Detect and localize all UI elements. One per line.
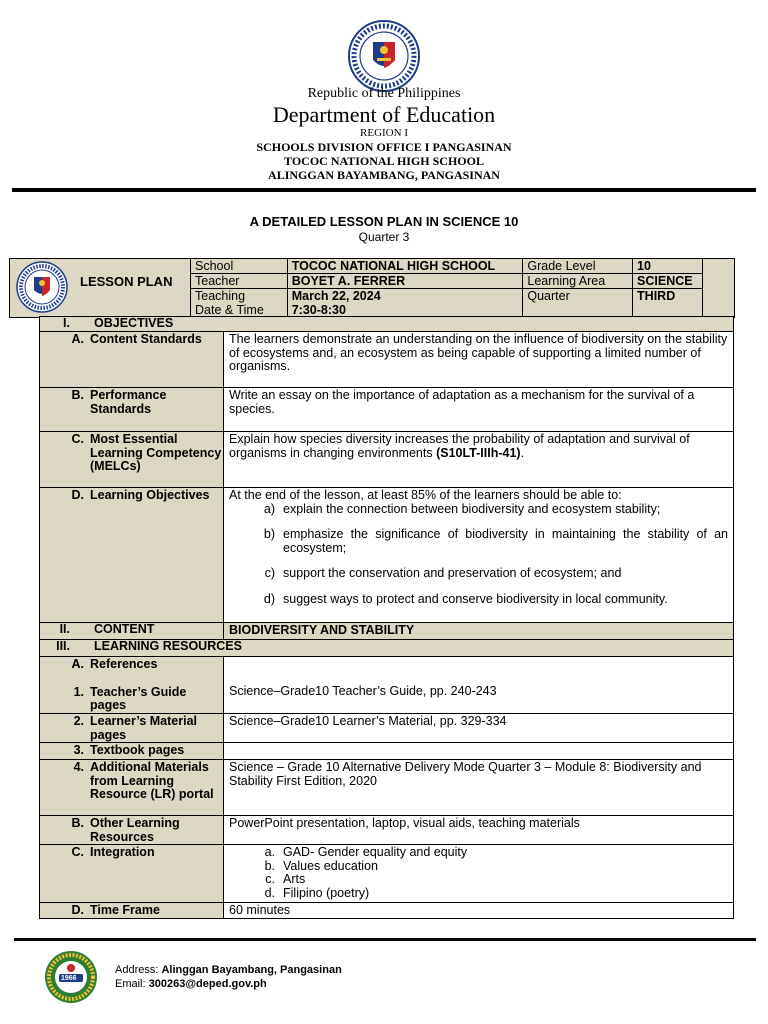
teaching-date-value: March 22, 2024 7:30-8:30 [287, 289, 523, 318]
time-frame-value: 60 minutes [224, 903, 734, 919]
learners-material-label: 2. Learner’s Material pages [40, 714, 224, 743]
grade-level-label: Grade Level [523, 259, 633, 274]
list-item: d) suggest ways to protect and conserve biodiversity in local community. [263, 591, 668, 606]
other-resources-value: PowerPoint presentation, laptop, visual aids, teaching materials [224, 816, 734, 845]
teacher-value: BOYET A. FERRER [287, 274, 523, 289]
lesson-plan-table [39, 316, 734, 919]
learning-area-label: Learning Area [523, 274, 633, 289]
section-learning-resources: III. LEARNING RESOURCES [40, 640, 734, 657]
textbook-pages-value [224, 743, 734, 760]
learning-objectives-intro: At the end of the lesson, at least 85% of the learners should be able to: [229, 488, 622, 502]
header-info-table [190, 258, 703, 318]
time-frame-label: D. Time Frame [40, 903, 224, 919]
performance-standards-value: Write an essay on the importance of adaptation as a mechanism for the survival of a species. [224, 388, 734, 432]
lr-portal-label: 4. Additional Materials from Learning Resource (LR) portal [40, 760, 224, 816]
document-title: A DETAILED LESSON PLAN IN SCIENCE 10 [249, 214, 519, 229]
quarter-subtitle: Quarter 3 [358, 230, 410, 244]
republic-line: Republic of the Philippines [307, 86, 461, 101]
school-value: TOCOC NATIONAL HIGH SCHOOL [287, 259, 523, 274]
integration-label: C. Integration [40, 845, 224, 903]
region-line: REGION I [360, 127, 408, 139]
division-line: SCHOOLS DIVISION OFFICE I PANGASINAN [256, 140, 512, 154]
footer-divider [14, 938, 756, 941]
lesson-plan-label: LESSON PLAN [80, 274, 173, 289]
quarter-label: Quarter [523, 289, 633, 318]
school-line: TOCOC NATIONAL HIGH SCHOOL [284, 154, 484, 168]
teaching-date-label: Teaching Date & Time [191, 289, 288, 318]
integration-list [229, 846, 728, 900]
textbook-pages-label: 3. Textbook pages [40, 743, 224, 760]
learning-objectives-list [229, 503, 728, 607]
deped-seal [347, 20, 421, 92]
list-item: b) emphasize the significance of biodiversity in maintaining the stability of an ecosystem; [263, 527, 728, 555]
footer-address: Address: Alinggan Bayambang, Pangasinan [115, 964, 342, 976]
deped-seal-small [15, 261, 69, 313]
performance-standards-label: B. Performance Standards [40, 388, 224, 432]
list-item: a) explain the connection between biodiversity and ecosystem stability; [263, 501, 661, 516]
quarter-value: THIRD [633, 289, 703, 318]
list-item: a. GAD- Gender equality and equity [264, 845, 468, 859]
header-divider [12, 188, 756, 192]
list-item: d. Filipino (poetry) [264, 885, 370, 900]
school-label: School [191, 259, 288, 274]
other-resources-label: B. Other Learning Resources [40, 816, 224, 845]
melcs-label: C. Most Essential Learning Competency (MELCs) [40, 432, 224, 488]
content-value: BIODIVERSITY AND STABILITY [224, 623, 734, 640]
list-item: c) support the conservation and preservation of ecosystem; and [264, 566, 622, 580]
content-standards-value: The learners demonstrate an understanding on the influence of biodiversity on the stability of ecosystems and, an ecosystem as being capable of supporting a limited number of organisms. [224, 332, 734, 388]
learning-area-value: SCIENCE [633, 274, 703, 289]
learning-objectives-value [224, 488, 734, 623]
learning-objectives-label: D. Learning Objectives [40, 488, 224, 623]
department-line: Department of Education [272, 102, 496, 127]
lr-portal-value: Science – Grade 10 Alternative Delivery Mode Quarter 3 – Module 8: Biodiversity and Stability First Edition, 2020 [224, 760, 734, 816]
section-content: II. CONTENT [40, 623, 224, 640]
integration-value [224, 845, 734, 903]
grade-level-value: 10 [633, 259, 703, 274]
melcs-code: (S10LT-IIIh-41) [436, 445, 521, 460]
list-item: c. Arts [265, 872, 306, 886]
section-objectives: I. OBJECTIVES [40, 317, 734, 332]
learners-material-value: Science–Grade10 Learner’s Material, pp. 329-334 [224, 714, 734, 743]
teacher-label: Teacher [191, 274, 288, 289]
footer-email: Email: 300263@deped.gov.ph [115, 978, 267, 990]
logo-year: 1966 [61, 975, 77, 982]
teachers-guide-value: Science–Grade10 Teacher’s Guide, pp. 240-243 [224, 657, 734, 714]
list-item: b. Values education [264, 858, 378, 873]
address-line: ALINGGAN BAYAMBANG, PANGASINAN [268, 168, 500, 182]
melcs-value: Explain how species diversity increases the probability of adaptation and survival of organisms in changing environments (S10LT-IIIh-41). [224, 432, 734, 488]
references-label: A. References 1. Teacher’s Guide pages [40, 657, 224, 714]
content-standards-label: A. Content Standards [40, 332, 224, 388]
